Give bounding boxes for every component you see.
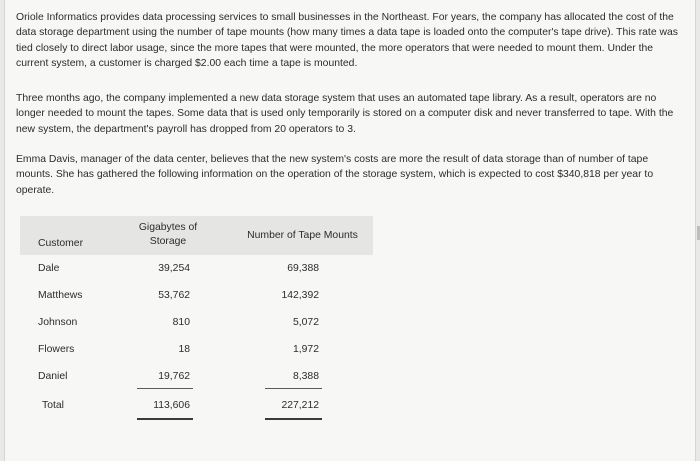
gigabytes-value: 53,762	[158, 290, 190, 301]
customer-name: Matthews	[38, 290, 83, 301]
table-row	[5, 317, 700, 331]
table-row	[5, 344, 700, 358]
total-rule-tape-mounts	[265, 418, 322, 420]
total-tape-mounts: 227,212	[281, 400, 319, 411]
paragraph-new-system: Three months ago, the company implemented a new data storage system that uses an automated tape library. As a result, operators are no longer needed to mount the tapes. Some data that is used only temporarily is stored on a computer disk and never transferred to tape. With the new system, the department's payroll has dropped from 20 operators to 3.	[16, 93, 674, 135]
gigabytes-value: 19,762	[158, 371, 190, 382]
document-page	[4, 0, 696, 461]
table-row	[5, 290, 700, 304]
subtotal-rule-gigabytes	[137, 388, 193, 389]
paragraph-intro: Oriole Informatics provides data processing services to small businesses in the Northeast. For years, the company has allocated the cost of the data storage department using the number of tape mounts (how many times a data tape is loaded onto the computer's tape drive). This rate was tied closely to direct labor usage, since the more tapes that were mounted, the more operators that were needed to mount them. Under the current system, a customer is charged $2.00 each time a tape is mounted.	[16, 12, 678, 69]
header-tape-mounts: Number of Tape Mounts	[247, 230, 358, 241]
header-gigabytes-line2: Storage	[149, 236, 187, 247]
gigabytes-value: 810	[172, 317, 190, 328]
tape-mounts-value: 5,072	[292, 317, 319, 328]
table-row	[5, 263, 700, 277]
gigabytes-value: 18	[178, 344, 190, 355]
tape-mounts-value: 8,388	[292, 371, 319, 382]
table-total-row	[5, 400, 700, 414]
table-header	[20, 216, 373, 255]
total-gigabytes: 113,606	[153, 400, 190, 411]
header-gigabytes-line1: Gigabytes of	[138, 222, 198, 233]
header-gigabytes	[126, 221, 210, 249]
gigabytes-value: 39,254	[158, 263, 190, 274]
subtotal-rule-tape-mounts	[265, 388, 322, 389]
customer-name: Dale	[38, 263, 60, 274]
tape-mounts-value: 142,392	[281, 290, 319, 301]
tape-mounts-value: 1,972	[292, 344, 319, 355]
table-row	[5, 371, 700, 385]
tape-mounts-value: 69,388	[287, 263, 319, 274]
header-customer: Customer	[38, 238, 84, 249]
paragraph-manager-info: Emma Davis, manager of the data center, believes that the new system's costs are more the result of data storage than of number of tape mounts. She has gathered the following information on the operation of the storage system, which is expected to cost $340,818 per year to operate.	[16, 154, 654, 196]
total-label: Total	[42, 400, 64, 411]
total-rule-gigabytes	[137, 418, 193, 420]
customer-name: Flowers	[38, 344, 75, 355]
customer-name: Johnson	[38, 317, 78, 328]
customer-name: Daniel	[38, 371, 68, 382]
